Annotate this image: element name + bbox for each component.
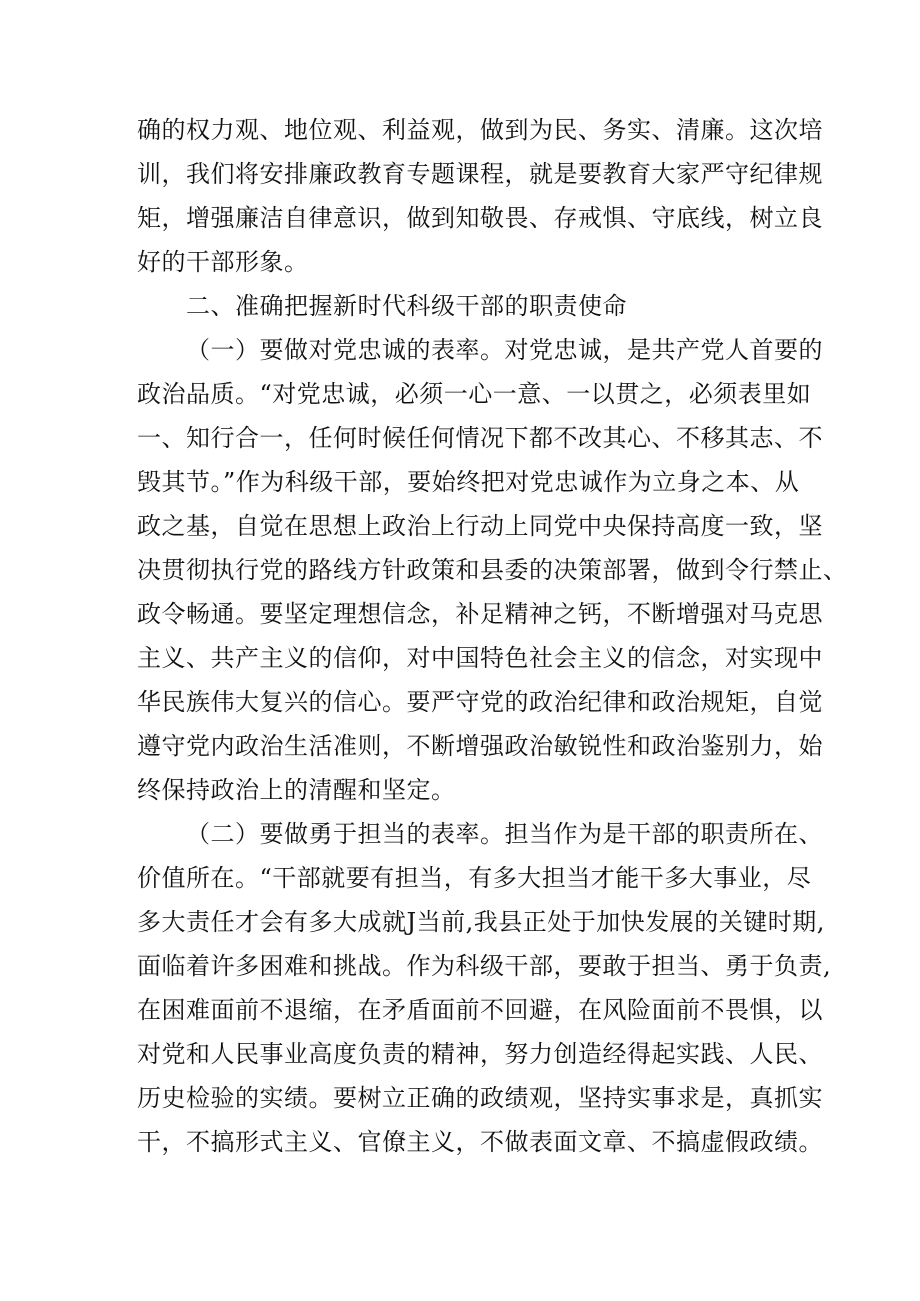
paragraph-line: 面临着许多困难和挑战。作为科级干部，要敢于担当、勇于负责, — [137, 952, 832, 980]
paragraph-line: 矩，增强廉洁自律意识，做到知敬畏、存戒惧、守底线，树立良 — [137, 204, 823, 232]
paragraph-line: 华民族伟大复兴的信心。要严守党的政治纪律和政治规矩，自觉 — [137, 688, 823, 716]
paragraph-line: 终保持政治上的清醒和坚定。 — [137, 776, 456, 804]
section-heading: 二、准确把握新时代科级干部的职责使命 — [186, 292, 627, 320]
paragraph-line: 多大责任才会有多大成就J当前,我县正处于加快发展的关键时期, — [137, 908, 825, 936]
paragraph-line: 政之基，自觉在思想上政治上行动上同党中央保持高度一致，坚 — [137, 512, 823, 540]
paragraph-line: 毁其节。”作为科级干部，要始终把对党忠诚作为立身之本、从 — [137, 468, 800, 496]
paragraph-line: 干，不搞形式主义、官僚主义，不做表面文章、不搞虚假政绩。 — [137, 1128, 823, 1156]
paragraph-line: 主义、共产主义的信仰，对中国特色社会主义的信念，对实现中 — [137, 644, 823, 672]
paragraph-line: 在困难面前不退缩，在矛盾面前不回避，在风险面前不畏惧，以 — [137, 996, 823, 1024]
paragraph-line: 遵守党内政治生活准则，不断增强政治敏锐性和政治鉴别力，始 — [137, 732, 823, 760]
paragraph-line: 价值所在。“干部就要有担当，有多大担当才能干多大事业，尽 — [137, 864, 812, 892]
paragraph-line: 训，我们将安排廉政教育专题课程，就是要教育大家严守纪律规 — [137, 160, 823, 188]
paragraph-line: 一、知行合一，任何时候任何情况下都不改其心、不移其志、不 — [137, 424, 823, 452]
paragraph-line: 政治品质。“对党忠诚，必须一心一意、一以贯之，必须表里如 — [137, 380, 812, 408]
paragraph-line: 确的权力观、地位观、利益观，做到为民、务实、清廉。这次培 — [137, 116, 823, 144]
subsection-heading-line: （二）要做勇于担当的表率。担当作为是干部的职责所在、 — [186, 820, 823, 848]
subsection-heading-line: （一）要做对党忠诚的表率。对党忠诚，是共产党人首要的 — [186, 336, 823, 364]
paragraph-line: 决贯彻执行党的路线方针政策和县委的决策部署，做到令行禁止、 — [137, 556, 848, 584]
paragraph-line: 政令畅通。要坚定理想信念，补足精神之钙，不断增强对马克思 — [137, 600, 823, 628]
paragraph-line: 对党和人民事业高度负责的精神，努力创造经得起实践、人民、 — [137, 1040, 823, 1068]
paragraph-line: 好的干部形象。 — [137, 248, 309, 276]
paragraph-line: 历史检验的实绩。要树立正确的政绩观，坚持实事求是，真抓实 — [137, 1084, 823, 1112]
